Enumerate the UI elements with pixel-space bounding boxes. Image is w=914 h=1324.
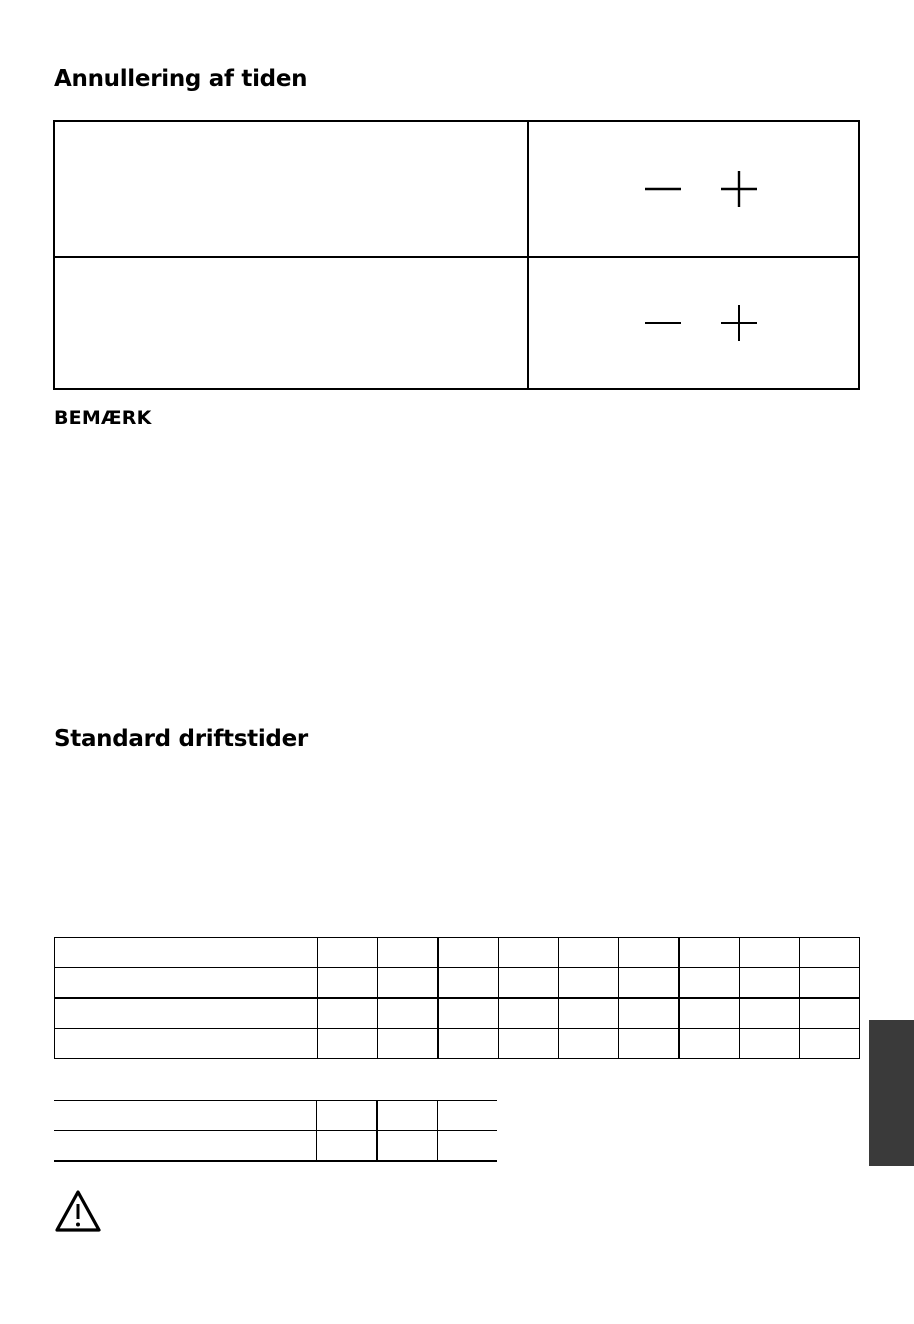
table-cell (378, 1029, 439, 1059)
table-cell (317, 1101, 378, 1131)
table-cell (740, 998, 800, 1029)
table-row (55, 938, 860, 968)
warning-triangle-icon (53, 1188, 103, 1234)
table-cell (378, 968, 439, 999)
table-cell (499, 938, 559, 968)
table-cell (378, 998, 439, 1029)
table-cell (499, 998, 559, 1029)
table-cell (499, 1029, 559, 1059)
table-cell (318, 968, 378, 999)
table-cell (55, 938, 318, 968)
table-cell (318, 938, 378, 968)
table-cell (377, 1131, 438, 1162)
table-row (54, 1131, 497, 1162)
table-cell (377, 1101, 438, 1131)
table-cell (619, 938, 680, 968)
language-side-tab (869, 1020, 914, 1166)
table-cell (559, 1029, 619, 1059)
extra-times-table (54, 1100, 497, 1162)
table-cell (559, 938, 619, 968)
minus-icon (645, 171, 681, 207)
table-cell (54, 1101, 317, 1131)
table-cell (318, 998, 378, 1029)
table-cell (619, 998, 680, 1029)
table-row (55, 1029, 860, 1059)
table-cell (679, 938, 740, 968)
table-cell (800, 1029, 860, 1059)
table-row (55, 968, 860, 999)
table-cell (740, 938, 800, 968)
operating-times-table (54, 937, 860, 1059)
table-row (54, 1101, 497, 1131)
table-cell (55, 1029, 318, 1059)
table-cell (438, 1131, 498, 1162)
table-cell (378, 938, 439, 968)
plus-icon (721, 305, 757, 341)
table-cell (438, 1101, 498, 1131)
table-cell (619, 968, 680, 999)
table-cell (54, 1131, 317, 1162)
instruction-cell (55, 122, 527, 256)
table-cell (619, 1029, 680, 1059)
cancel-timer-row (55, 257, 858, 388)
table-cell (317, 1131, 378, 1162)
table-cell (438, 1029, 499, 1059)
key-symbols-cell (527, 257, 860, 388)
table-cell (679, 968, 740, 999)
plus-icon (721, 171, 757, 207)
table-cell (800, 938, 860, 968)
table-cell (559, 998, 619, 1029)
key-symbols-cell (527, 122, 860, 256)
table-row (55, 998, 860, 1029)
note-heading: BEMÆRK (54, 407, 152, 429)
section-title-standard-times: Standard driftstider (54, 726, 308, 752)
table-cell (740, 1029, 800, 1059)
table-cell (800, 998, 860, 1029)
table-cell (740, 968, 800, 999)
table-cell (499, 968, 559, 999)
cancel-timer-row (55, 122, 858, 258)
table-cell (438, 938, 499, 968)
instruction-cell (55, 257, 527, 388)
cancel-timer-table (53, 120, 860, 390)
table-cell (559, 968, 619, 999)
table-cell (55, 998, 318, 1029)
section-title-cancel-timer: Annullering af tiden (54, 66, 308, 92)
table-cell (55, 968, 318, 999)
table-cell (438, 998, 499, 1029)
table-cell (679, 998, 740, 1029)
minus-icon (645, 305, 681, 341)
table-cell (679, 1029, 740, 1059)
table-cell (800, 968, 860, 999)
table-cell (438, 968, 499, 999)
table-cell (318, 1029, 378, 1059)
